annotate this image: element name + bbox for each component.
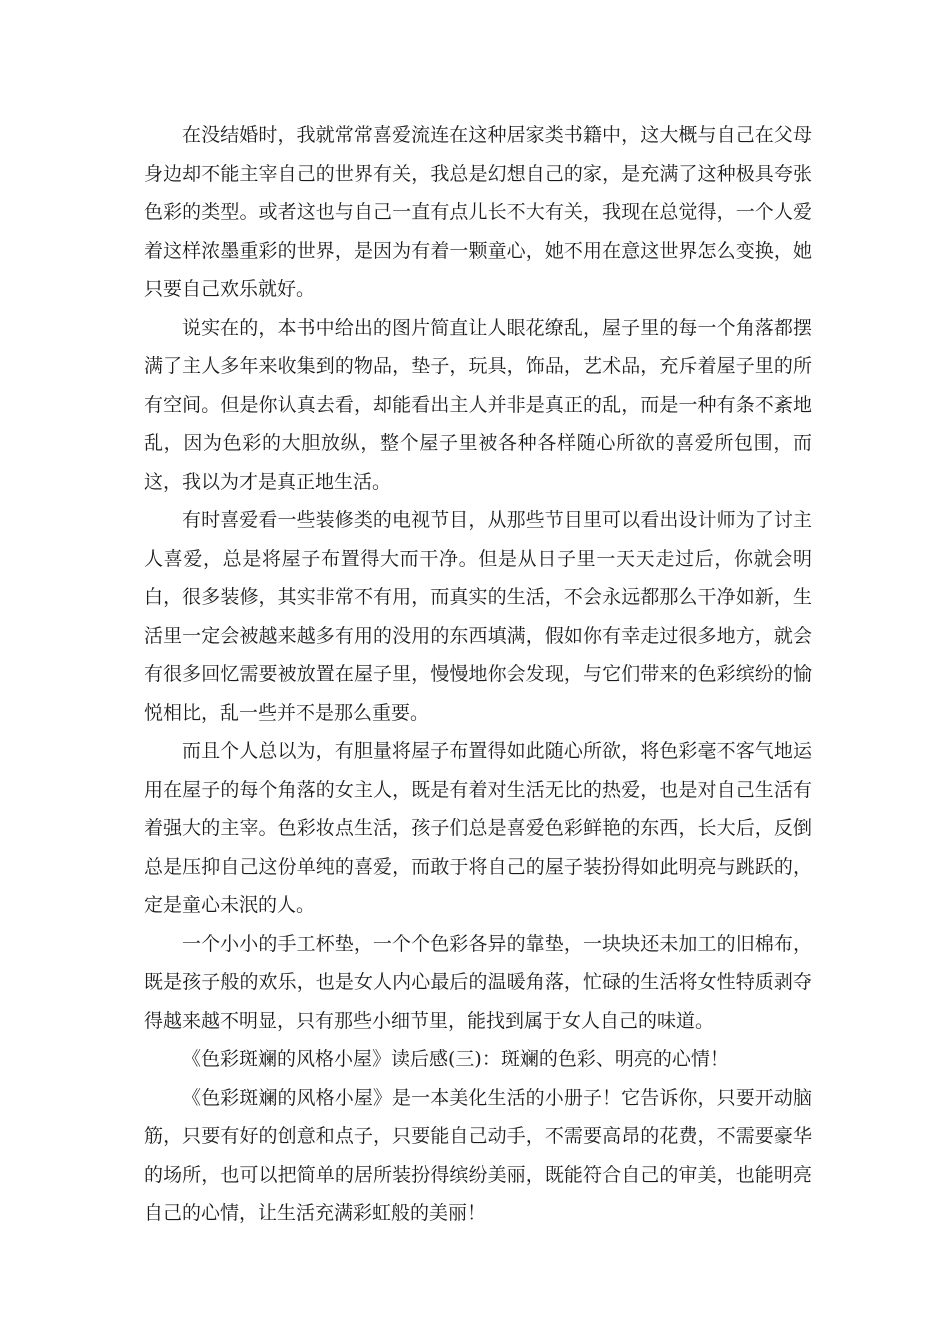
paragraph-3: 有时喜爱看一些装修类的电视节目，从那些节目里可以看出设计师为了讨主人喜爱，总是将屋子布置得大而干净。但是从日子里一天天走过后，你就会明白，很多装修，其实非常不有用，而真实的生活，不会永远都那么干净如新，生活里一定会被越来越多有用的没用的东西填满，假如你有幸走过很多地方，就会有很多回忆需要被放置在屋子里，慢慢地你会发现，与它们带来的色彩缤纷的愉悦相比，乱一些并不是那么重要。 [144, 509, 812, 724]
paragraph-4: 而且个人总以为，有胆量将屋子布置得如此随心所欲，将色彩毫不客气地运用在屋子的每个角落的女主人，既是有着对生活无比的热爱，也是对自己生活有着强大的主宰。色彩妆点生活，孩子们总是喜爱色彩鲜艳的东西，长大后，反倒总是压抑自己这份单纯的喜爱，而敢于将自己的屋子装扮得如此明亮与跳跃的，定是童心未泯的人。 [144, 740, 812, 916]
section-heading: 《色彩斑斓的风格小屋》读后感(三)：斑斓的色彩、明亮的心情！ [182, 1048, 729, 1070]
paragraph-1: 在没结婚时，我就常常喜爱流连在这种居家类书籍中，这大概与自己在父母身边却不能主宰自己的世界有关，我总是幻想自己的家，是充满了这种极具夸张色彩的类型。或者这也与自己一直有点儿长不大有关，我现在总觉得，一个人爱着这样浓墨重彩的世界，是因为有着一颗童心，她不用在意这世界怎么变换，她只要自己欢乐就好。 [144, 124, 812, 300]
paragraph-5: 一个小小的手工杯垫，一个个色彩各异的靠垫，一块块还未加工的旧棉布，既是孩子般的欢乐，也是女人内心最后的温暖角落，忙碌的生活将女性特质剥夺得越来越不明显，只有那些小细节里，能找到属于女人自己的味道。 [144, 932, 812, 1032]
paragraph-6: 《色彩斑斓的风格小屋》是一本美化生活的小册子！它告诉你，只要开动脑筋，只要有好的创意和点子，只要能自己动手，不需要高昂的花费，不需要豪华的场所，也可以把简单的居所装扮得缤纷美丽，既能符合自己的审美，也能明亮自己的心情，让生活充满彩虹般的美丽！ [144, 1086, 812, 1224]
paragraph-2: 说实在的，本书中给出的图片简直让人眼花缭乱，屋子里的每一个角落都摆满了主人多年来收集到的物品，垫子，玩具，饰品，艺术品，充斥着屋子里的所有空间。但是你认真去看，却能看出主人并非是真正的乱，而是一种有条不紊地乱，因为色彩的大胆放纵，整个屋子里被各种各样随心所欲的喜爱所包围，而这，我以为才是真正地生活。 [144, 316, 812, 493]
document-body [144, 116, 812, 1233]
